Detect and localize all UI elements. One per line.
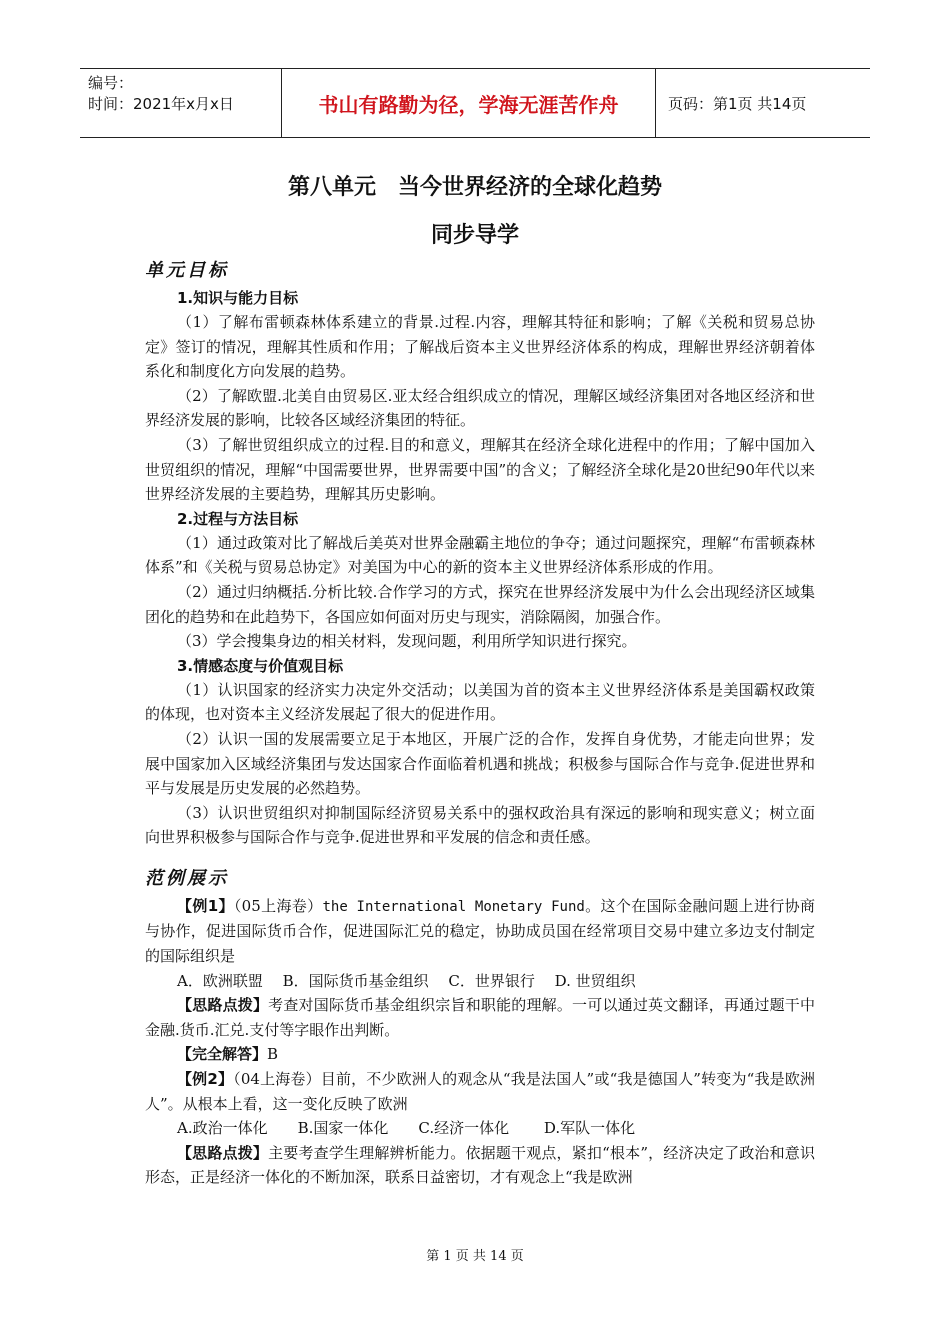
section-heading-examples: 范例展示: [145, 867, 229, 889]
example-2-hint: [145, 1141, 815, 1190]
header-page-info: 页码：第1页 共14页: [668, 94, 807, 113]
paragraph: （3）学会搜集身边的相关材料，发现问题，利用所学知识进行探究。: [177, 632, 637, 651]
header-motto: 书山有路勤为径，学海无涯苦作舟: [282, 69, 656, 137]
header-meta: [80, 69, 282, 137]
paragraph: （1）认识国家的经济实力决定外交活动；以美国为首的资本主义世界经济体系是美国霸权政策的体现，也对资本主义经济发展起了很大的促进作用。: [145, 680, 815, 724]
example-1-answer: [145, 1042, 815, 1067]
document-date-label: 时间：2021年x月x日: [88, 95, 234, 113]
example-2-tag: 【例2】: [177, 1070, 234, 1089]
example-1-tag: 【例1】: [177, 896, 234, 915]
example-1-hint-text: 考查对国际货币基金组织宗旨和职能的理解。一可以通过英文翻译，再通过题干中金融.货币.汇兑.支付等字眼作出判断。: [145, 996, 815, 1039]
paragraph: （1）了解布雷顿森林体系建立的背景.过程.内容，理解其特征和影响；了解《关税和贸易总协定》签订的情况，理解其性质和作用；了解战后资本主义世界经济体系的构成，理解世界经济朝着体系化和制度化方向发展的趋势。: [145, 313, 815, 381]
example-1-question: [145, 894, 815, 969]
subsection-title: 2.过程与方法目标: [177, 509, 299, 528]
document-number-label: 编号：: [88, 74, 134, 92]
document-body: [145, 256, 815, 1190]
example-1-source: （05上海卷）: [233, 896, 323, 915]
section-heading-goals: 单元目标: [145, 260, 229, 281]
subsection-title: 3.情感态度与价值观目标: [177, 656, 344, 675]
example-1-text: 。这个在国际金融问题上进行协商与协作，促进国际货币合作，促进国际汇兑的稳定，协助成员国在经常项目交易中建立多边支付制定的国际组织是: [145, 896, 816, 966]
example-1-options: A．欧洲联盟 B．国际货币基金组织 C．世界银行 D. 世贸组织: [177, 971, 636, 990]
hint-tag: 【思路点拨】: [177, 1143, 269, 1162]
paragraph: （2）通过归纳概括.分析比较.合作学习的方式，探究在世界经济发展中为什么会出现经济区域集团化的趋势和在此趋势下，各国应如何面对历史与现实，消除隔阂，加强合作。: [145, 582, 815, 626]
paragraph: （2）认识一国的发展需要立足于本地区，开展广泛的合作，发挥自身优势，才能走向世界；发展中国家加入区域经济集团与发达国家合作面临着机遇和挑战；积极参与国际合作与竞争.促进世界和平与发展是历史发展的必然趋势。: [145, 729, 815, 798]
paragraph: （1）通过政策对比了解战后美英对世界金融霸主地位的争夺；通过问题探究，理解“布雷顿森林体系”和《关税与贸易总协定》对美国为中心的新的资本主义世界经济体系形成的作用。: [145, 533, 815, 577]
example-1-hint: [145, 993, 815, 1042]
subsection-title: 1.知识与能力目标: [177, 289, 299, 307]
page-header: [80, 68, 870, 138]
paragraph: （3）了解世贸组织成立的过程.目的和意义，理解其在经济全球化进程中的作用；了解中国加入世贸组织的情况，理解“中国需要世界，世界需要中国”的含义；了解经济全球化是20世纪90年代以来世界经济发展的主要趋势，理解其历史影响。: [145, 435, 815, 504]
example-2-options: A.政治一体化 B.国家一体化 C.经济一体化 D.军队一体化: [177, 1119, 636, 1138]
hint-tag: 【思路点拨】: [177, 996, 269, 1015]
document-title: 第八单元 当今世界经济的全球化趋势: [287, 175, 662, 200]
document-subtitle: 同步导学: [430, 223, 519, 248]
answer-tag: 【完全解答】: [177, 1045, 268, 1064]
paragraph: （3）认识世贸组织对抑制国际经济贸易关系中的强权政治具有深远的影响和现实意义；树立面向世界积极参与国际合作与竞争.促进世界和平发展的信念和责任感。: [145, 803, 815, 847]
example-2-question: [145, 1067, 815, 1116]
example-1-answer-value: B: [267, 1045, 279, 1064]
paragraph: （2）了解欧盟.北美自由贸易区.亚太经合组织成立的情况，理解区域经济集团对各地区经济和世界经济发展的影响，比较各区域经济集团的特征。: [145, 386, 815, 430]
section-gap: [145, 850, 815, 864]
example-2-hint-text: 主要考查学生理解辨析能力。依据题干观点，紧扣“根本”，经济决定了政治和意识形态，正是经济一体化的不断加深，联系日益密切，才有观念上“我是欧洲: [145, 1143, 815, 1187]
example-2-text: （04上海卷）目前，不少欧洲人的观念从“我是法国人”或“我是德国人”转变为“我是欧洲人”。从根本上看，这一变化反映了欧洲: [145, 1070, 816, 1113]
example-1-english-term: the International Monetary Fund: [322, 898, 585, 915]
page-footer: 第 1 页 共 14 页: [426, 1249, 524, 1264]
